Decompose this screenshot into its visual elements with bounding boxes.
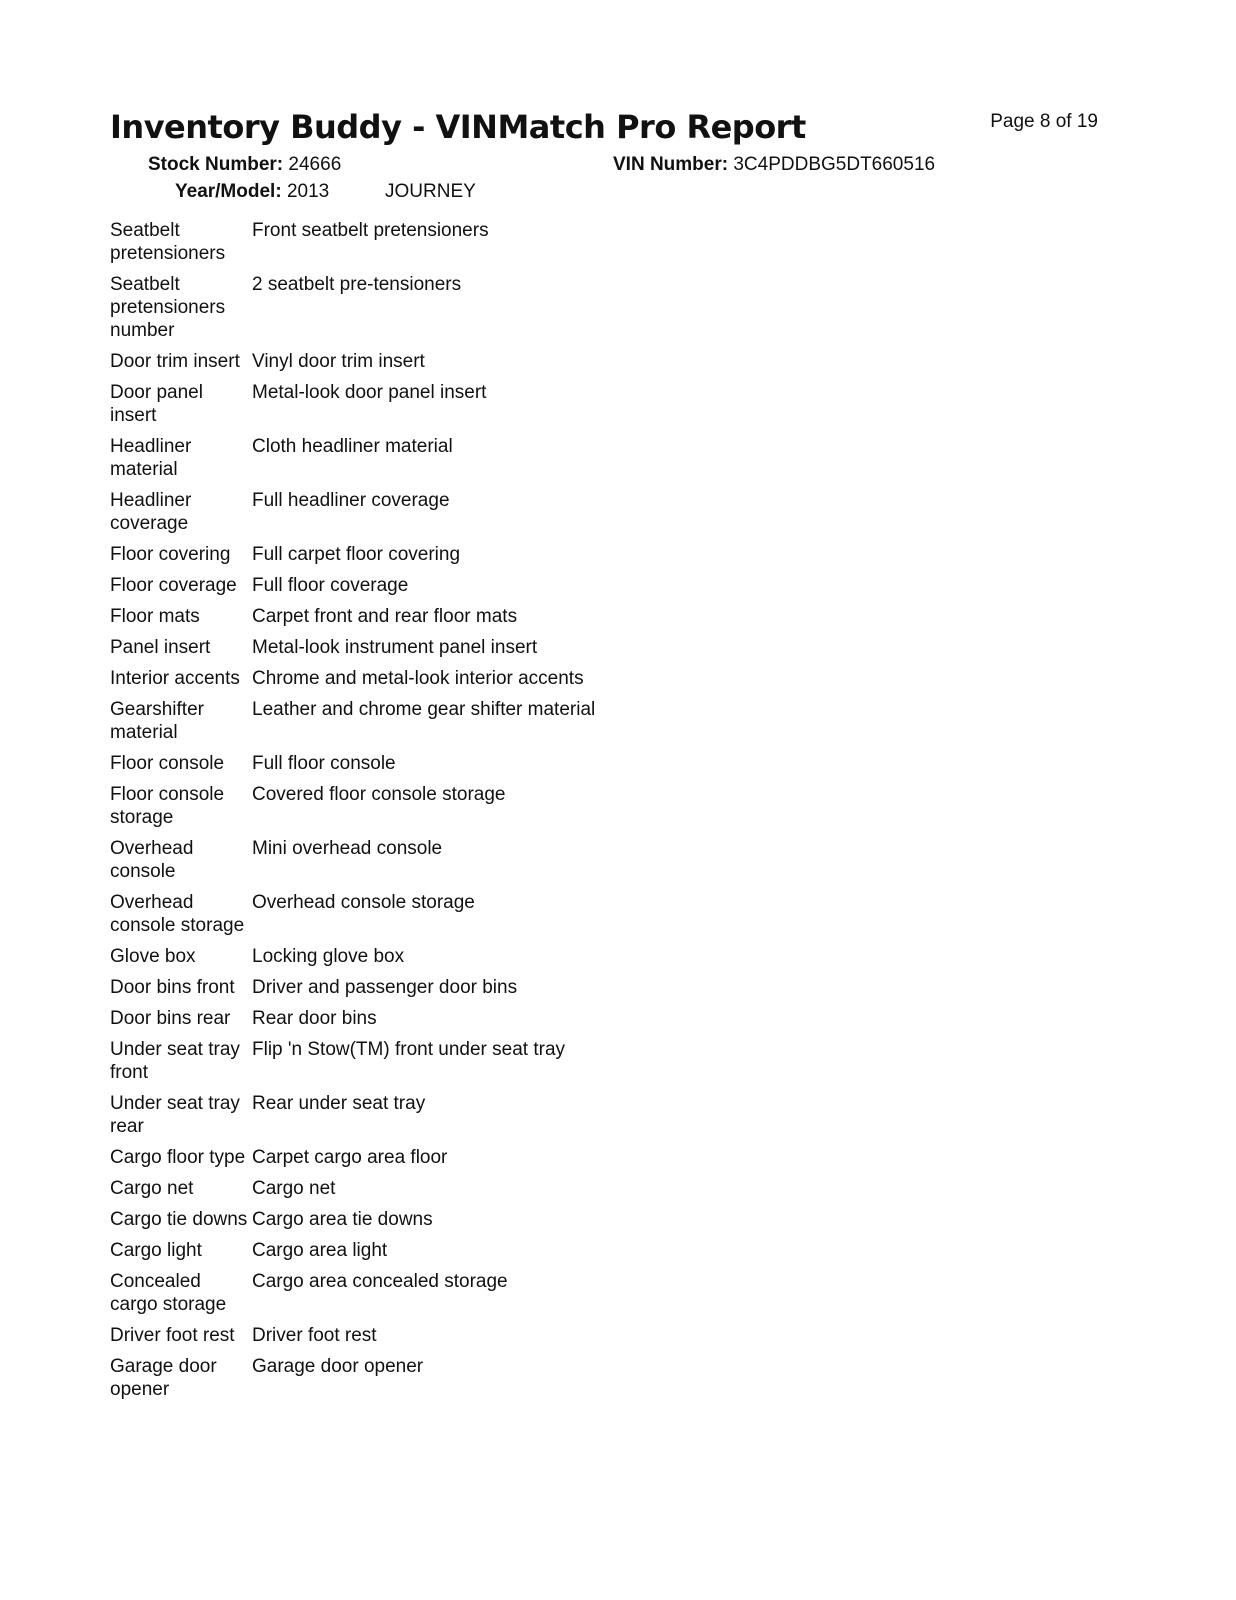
- spec-row: [110, 891, 595, 945]
- spec-row: [110, 1092, 595, 1146]
- spec-value: Cargo area light: [252, 1240, 388, 1261]
- spec-label: Garage door opener: [110, 1356, 217, 1400]
- spec-row: [110, 574, 595, 605]
- spec-row: [110, 435, 595, 489]
- spec-value: Metal-look door panel insert: [252, 382, 487, 403]
- spec-row: [110, 1270, 595, 1324]
- spec-label: Cargo net: [110, 1178, 194, 1199]
- spec-row: [110, 1239, 595, 1270]
- stock-number-value: 24666: [288, 154, 342, 175]
- spec-label: Door trim insert: [110, 351, 240, 372]
- spec-label: Concealed cargo storage: [110, 1271, 227, 1315]
- spec-row: [110, 698, 595, 752]
- spec-value: Driver and passenger door bins: [252, 977, 518, 998]
- spec-value: Full floor coverage: [252, 575, 409, 596]
- spec-value: Cargo net: [252, 1178, 336, 1199]
- spec-row: [110, 1007, 595, 1038]
- spec-row: [110, 945, 595, 976]
- spec-row: [110, 1324, 595, 1355]
- spec-label: Floor covering: [110, 544, 231, 565]
- spec-label: Door bins front: [110, 977, 235, 998]
- vin-number-label: VIN Number:: [613, 154, 729, 175]
- spec-row: [110, 1208, 595, 1239]
- spec-value: Full floor console: [252, 753, 396, 774]
- spec-row: [110, 489, 595, 543]
- spec-label: Floor coverage: [110, 575, 237, 596]
- spec-value: Vinyl door trim insert: [252, 351, 425, 372]
- spec-label: Headliner material: [110, 436, 192, 480]
- vin-number-line: [613, 154, 935, 176]
- spec-row: [110, 605, 595, 636]
- spec-row: [110, 219, 595, 273]
- spec-label: Door panel insert: [110, 382, 203, 426]
- spec-row: [110, 273, 595, 350]
- spec-value: Rear under seat tray: [252, 1093, 426, 1114]
- spec-row: [110, 783, 595, 837]
- spec-label: Cargo light: [110, 1240, 202, 1261]
- spec-label: Floor console: [110, 753, 225, 774]
- spec-label: Overhead console: [110, 838, 194, 882]
- spec-row: [110, 752, 595, 783]
- spec-label: Seatbelt pretensioners number: [110, 274, 226, 341]
- spec-value: Chrome and metal-look interior accents: [252, 668, 584, 689]
- spec-value: Front seatbelt pretensioners: [252, 220, 489, 241]
- spec-value: Cloth headliner material: [252, 436, 453, 457]
- spec-label: Driver foot rest: [110, 1325, 235, 1346]
- spec-value: Carpet front and rear floor mats: [252, 606, 518, 627]
- spec-label: Gearshifter material: [110, 699, 204, 743]
- spec-value: Garage door opener: [252, 1356, 424, 1377]
- year-model-label: Year/Model:: [175, 181, 282, 202]
- spec-value: Driver foot rest: [252, 1325, 377, 1346]
- spec-row: [110, 1177, 595, 1208]
- spec-label: Interior accents: [110, 668, 240, 689]
- spec-value: Metal-look instrument panel insert: [252, 637, 538, 658]
- spec-label: Floor console storage: [110, 784, 225, 828]
- spec-row: [110, 1146, 595, 1177]
- spec-label: Panel insert: [110, 637, 211, 658]
- spec-value: Full carpet floor covering: [252, 544, 461, 565]
- spec-value: Leather and chrome gear shifter material: [252, 699, 596, 720]
- spec-table: [110, 219, 595, 1409]
- spec-value: Mini overhead console: [252, 838, 443, 859]
- spec-value: Rear door bins: [252, 1008, 377, 1029]
- spec-row: [110, 667, 595, 698]
- spec-row: [110, 837, 595, 891]
- spec-row: [110, 381, 595, 435]
- spec-row: [110, 1355, 595, 1409]
- spec-label: Headliner coverage: [110, 490, 192, 534]
- spec-table-body: [110, 219, 595, 1409]
- spec-label: Cargo floor type: [110, 1147, 246, 1168]
- stock-number-line: [148, 154, 341, 176]
- year-value: 2013: [286, 181, 330, 202]
- spec-row: [110, 543, 595, 574]
- spec-label: Door bins rear: [110, 1008, 231, 1029]
- spec-label: Under seat tray rear: [110, 1093, 240, 1137]
- page-number: Page 8 of 19: [990, 111, 1098, 132]
- year-model-line: [175, 181, 329, 203]
- spec-row: [110, 350, 595, 381]
- spec-value: Overhead console storage: [252, 892, 475, 913]
- spec-value: Full headliner coverage: [252, 490, 450, 511]
- spec-value: Carpet cargo area floor: [252, 1147, 448, 1168]
- stock-number-label: Stock Number:: [148, 154, 284, 175]
- spec-label: Seatbelt pretensioners: [110, 220, 226, 264]
- spec-row: [110, 976, 595, 1007]
- spec-label: Cargo tie downs: [110, 1209, 248, 1230]
- spec-row: [110, 636, 595, 667]
- spec-value: Cargo area concealed storage: [252, 1271, 508, 1292]
- report-title: Inventory Buddy - VINMatch Pro Report: [110, 108, 806, 146]
- spec-value: Flip 'n Stow(TM) front under seat tray: [252, 1039, 566, 1060]
- spec-label: Under seat tray front: [110, 1039, 240, 1083]
- spec-value: Locking glove box: [252, 946, 405, 967]
- spec-label: Floor mats: [110, 606, 200, 627]
- spec-label: Overhead console storage: [110, 892, 245, 936]
- spec-value: Cargo area tie downs: [252, 1209, 433, 1230]
- vin-number-value: 3C4PDDBG5DT660516: [733, 154, 936, 175]
- spec-value: 2 seatbelt pre-tensioners: [252, 274, 462, 295]
- model-value: JOURNEY: [385, 181, 476, 202]
- spec-row: [110, 1038, 595, 1092]
- spec-label: Glove box: [110, 946, 196, 967]
- spec-value: Covered floor console storage: [252, 784, 506, 805]
